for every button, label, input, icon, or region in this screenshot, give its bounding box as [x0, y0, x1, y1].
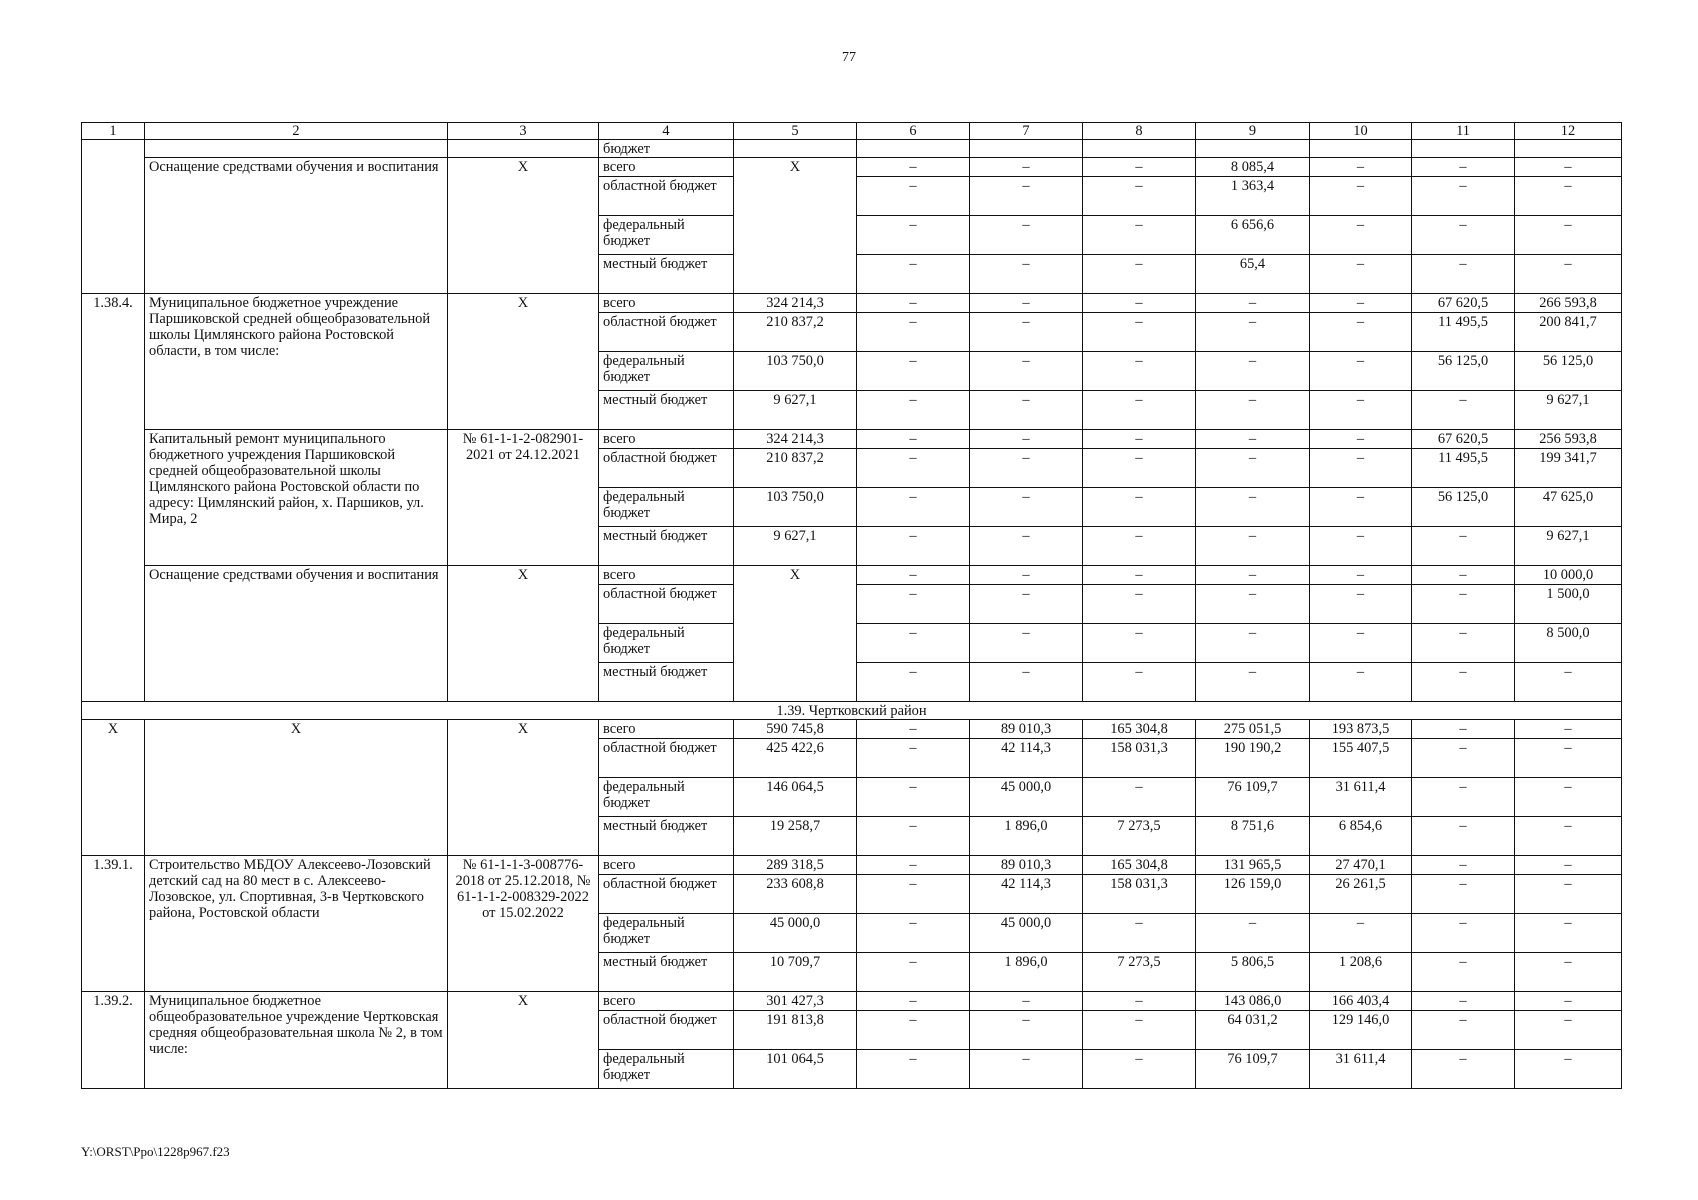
dash-cell: –	[1515, 158, 1622, 177]
dash-cell: –	[857, 624, 970, 663]
amount-cell: 425 422,6	[734, 739, 857, 778]
item-name: Оснащение средствами обучения и воспитания	[145, 566, 448, 702]
dash-cell: –	[1515, 255, 1622, 294]
dash-cell: –	[1196, 294, 1310, 313]
amount-cell: 65,4	[1196, 255, 1310, 294]
dash-cell: –	[1515, 875, 1622, 914]
dash-cell: –	[857, 294, 970, 313]
budget-type-cell: областной бюджет	[599, 313, 734, 352]
amount-cell: 101 064,5	[734, 1050, 857, 1089]
dash-cell: –	[1412, 391, 1515, 430]
dash-cell: –	[1196, 527, 1310, 566]
amount-cell: 1 896,0	[970, 817, 1083, 856]
dash-cell: –	[1196, 663, 1310, 702]
dash-cell: –	[1196, 430, 1310, 449]
dash-cell: –	[857, 663, 970, 702]
amount-cell: 210 837,2	[734, 313, 857, 352]
dash-cell: –	[1515, 778, 1622, 817]
budget-type-cell: федеральный бюджет	[599, 1050, 734, 1089]
amount-cell: 6 656,6	[1196, 216, 1310, 255]
dash-cell: –	[1515, 720, 1622, 739]
amount-cell: 126 159,0	[1196, 875, 1310, 914]
item-name: Муниципальное бюджетное учреждение Паршиковской средней общеобразовательной школы Цимлянского района Ростовской области, в том числе:	[145, 294, 448, 430]
dash-cell: –	[1412, 720, 1515, 739]
dash-cell: –	[1196, 313, 1310, 352]
doc-ref: Х	[448, 294, 599, 430]
dash-cell: –	[1412, 856, 1515, 875]
amount-cell: 8 085,4	[1196, 158, 1310, 177]
dash-cell: –	[1515, 739, 1622, 778]
dash-cell: –	[857, 856, 970, 875]
amount-cell: 200 841,7	[1515, 313, 1622, 352]
table-row	[82, 702, 1622, 720]
dash-cell: –	[857, 216, 970, 255]
amount-cell: 31 611,4	[1310, 778, 1412, 817]
amount-cell: 233 608,8	[734, 875, 857, 914]
dash-cell: –	[857, 352, 970, 391]
amount-cell: 158 031,3	[1083, 739, 1196, 778]
dash-cell: –	[1196, 585, 1310, 624]
amount-cell: 9 627,1	[1515, 527, 1622, 566]
budget-type-cell: областной бюджет	[599, 177, 734, 216]
x-mark-cell: Х	[734, 566, 857, 702]
dash-cell: –	[1412, 663, 1515, 702]
table-row	[82, 856, 1622, 875]
dash-cell: –	[857, 720, 970, 739]
amount-cell: 89 010,3	[970, 856, 1083, 875]
dash-cell: –	[857, 739, 970, 778]
dash-cell: –	[1310, 177, 1412, 216]
dash-cell: –	[857, 527, 970, 566]
num-cell	[82, 140, 145, 294]
x-mark-cell: Х	[734, 158, 857, 294]
dash-cell: –	[857, 817, 970, 856]
column-header-5: 5	[734, 123, 857, 140]
budget-type-cell: областной бюджет	[599, 739, 734, 778]
amount-cell: 10 000,0	[1515, 566, 1622, 585]
dash-cell: –	[1412, 177, 1515, 216]
column-header-4: 4	[599, 123, 734, 140]
dash-cell: –	[1412, 992, 1515, 1011]
dash-cell: –	[1310, 585, 1412, 624]
table-cell	[734, 140, 857, 158]
budget-type-cell: местный бюджет	[599, 255, 734, 294]
dash-cell: –	[1196, 914, 1310, 953]
amount-cell: 64 031,2	[1196, 1011, 1310, 1050]
dash-cell: –	[1310, 391, 1412, 430]
budget-type-cell: всего	[599, 992, 734, 1011]
budget-type-cell: федеральный бюджет	[599, 914, 734, 953]
amount-cell: 324 214,3	[734, 430, 857, 449]
amount-cell: 210 837,2	[734, 449, 857, 488]
dash-cell: –	[1310, 488, 1412, 527]
dash-cell: –	[1515, 817, 1622, 856]
amount-cell: 76 109,7	[1196, 1050, 1310, 1089]
dash-cell: –	[1083, 992, 1196, 1011]
amount-cell: 19 258,7	[734, 817, 857, 856]
dash-cell: –	[1083, 449, 1196, 488]
dash-cell: –	[857, 177, 970, 216]
dash-cell: –	[1515, 856, 1622, 875]
column-header-6: 6	[857, 123, 970, 140]
dash-cell: –	[1196, 449, 1310, 488]
amount-cell: 9 627,1	[734, 527, 857, 566]
amount-cell: 256 593,8	[1515, 430, 1622, 449]
column-header-8: 8	[1083, 123, 1196, 140]
table-row	[82, 123, 1622, 140]
dash-cell: –	[1083, 216, 1196, 255]
amount-cell: 1 500,0	[1515, 585, 1622, 624]
dash-cell: –	[1083, 352, 1196, 391]
dash-cell: –	[1196, 488, 1310, 527]
dash-cell: –	[857, 430, 970, 449]
dash-cell: –	[857, 992, 970, 1011]
dash-cell: –	[1083, 566, 1196, 585]
dash-cell: –	[857, 449, 970, 488]
amount-cell: 9 627,1	[734, 391, 857, 430]
item-name: Строительство МБДОУ Алексеево-Лозовский детский сад на 80 мест в с. Алексеево-Лозовское, ул. Спортивная, 3-в Чертковского района, Ростовской области	[145, 856, 448, 992]
dash-cell: –	[1083, 1050, 1196, 1089]
dash-cell: –	[857, 1050, 970, 1089]
amount-cell: 590 745,8	[734, 720, 857, 739]
dash-cell: –	[1310, 255, 1412, 294]
dash-cell: –	[970, 527, 1083, 566]
table-row	[82, 430, 1622, 449]
amount-cell: 45 000,0	[734, 914, 857, 953]
item-name: Капитальный ремонт муниципального бюджетного учреждения Паршиковской средней общеобразовательной школы Цимлянского района Ростовской области по адресу: Цимлянский район, х. Паршиков, ул. Мира, 2	[145, 430, 448, 566]
dash-cell: –	[1083, 294, 1196, 313]
amount-cell: 103 750,0	[734, 352, 857, 391]
column-header-10: 10	[1310, 123, 1412, 140]
amount-cell: 11 495,5	[1412, 313, 1515, 352]
dash-cell: –	[970, 216, 1083, 255]
amount-cell: 190 190,2	[1196, 739, 1310, 778]
budget-type-cell: всего	[599, 430, 734, 449]
dash-cell: –	[970, 488, 1083, 527]
dash-cell: –	[1310, 566, 1412, 585]
dash-cell: –	[1083, 663, 1196, 702]
budget-table	[81, 122, 1622, 1089]
dash-cell: –	[1412, 914, 1515, 953]
table-cell	[857, 140, 970, 158]
x-mark-cell: Х	[82, 720, 145, 856]
dash-cell: –	[970, 158, 1083, 177]
amount-cell: 56 125,0	[1515, 352, 1622, 391]
amount-cell: 301 427,3	[734, 992, 857, 1011]
dash-cell: –	[1083, 391, 1196, 430]
budget-type-cell: местный бюджет	[599, 391, 734, 430]
dash-cell: –	[1083, 1011, 1196, 1050]
budget-type-cell: местный бюджет	[599, 527, 734, 566]
table-cell	[1310, 140, 1412, 158]
footer-file-path: Y:\ORST\Ppo\1228p967.f23	[81, 1144, 230, 1159]
dash-cell: –	[1515, 1050, 1622, 1089]
item-number: 1.39.1.	[82, 856, 145, 992]
amount-cell: 27 470,1	[1310, 856, 1412, 875]
dash-cell: –	[1310, 352, 1412, 391]
table-row	[82, 992, 1622, 1011]
table-row	[82, 720, 1622, 739]
budget-type-cell: всего	[599, 158, 734, 177]
dash-cell: –	[857, 1011, 970, 1050]
amount-cell: 7 273,5	[1083, 817, 1196, 856]
table-cell	[448, 140, 599, 158]
dash-cell: –	[857, 778, 970, 817]
dash-cell: –	[857, 488, 970, 527]
amount-cell: 165 304,8	[1083, 856, 1196, 875]
budget-type-cell: областной бюджет	[599, 875, 734, 914]
dash-cell: –	[857, 914, 970, 953]
amount-cell: 275 051,5	[1196, 720, 1310, 739]
dash-cell: –	[1412, 585, 1515, 624]
dash-cell: –	[1412, 875, 1515, 914]
amount-cell: 155 407,5	[1310, 739, 1412, 778]
dash-cell: –	[1196, 566, 1310, 585]
budget-type-cell: федеральный бюджет	[599, 352, 734, 391]
dash-cell: –	[1310, 294, 1412, 313]
dash-cell: –	[1515, 663, 1622, 702]
budget-type-cell: федеральный бюджет	[599, 216, 734, 255]
dash-cell: –	[970, 992, 1083, 1011]
doc-ref: Х	[448, 992, 599, 1089]
dash-cell: –	[1083, 177, 1196, 216]
dash-cell: –	[1310, 449, 1412, 488]
dash-cell: –	[1083, 313, 1196, 352]
x-mark-cell: Х	[145, 720, 448, 856]
doc-ref: № 61-1-1-3-008776-2018 от 25.12.2018, № 61-1-1-2-008329-2022 от 15.02.2022	[448, 856, 599, 992]
dash-cell: –	[970, 255, 1083, 294]
dash-cell: –	[857, 391, 970, 430]
item-name: Муниципальное бюджетное общеобразовательное учреждение Чертковская средняя общеобразовательная школа № 2, в том числе:	[145, 992, 448, 1089]
dash-cell: –	[1412, 1050, 1515, 1089]
dash-cell: –	[857, 313, 970, 352]
budget-type-cell: местный бюджет	[599, 663, 734, 702]
dash-cell: –	[1083, 430, 1196, 449]
dash-cell: –	[970, 313, 1083, 352]
amount-cell: 131 965,5	[1196, 856, 1310, 875]
table-cell	[145, 140, 448, 158]
amount-cell: 26 261,5	[1310, 875, 1412, 914]
amount-cell: 8 500,0	[1515, 624, 1622, 663]
doc-ref: Х	[448, 566, 599, 702]
dash-cell: –	[1412, 527, 1515, 566]
amount-cell: 129 146,0	[1310, 1011, 1412, 1050]
dash-cell: –	[970, 449, 1083, 488]
dash-cell: –	[1515, 914, 1622, 953]
budget-type-cell: областной бюджет	[599, 585, 734, 624]
dash-cell: –	[1310, 527, 1412, 566]
table-row	[82, 158, 1622, 177]
table-cell	[1196, 140, 1310, 158]
dash-cell: –	[1515, 1011, 1622, 1050]
amount-cell: 5 806,5	[1196, 953, 1310, 992]
dash-cell: –	[1412, 624, 1515, 663]
item-number: 1.39.2.	[82, 992, 145, 1089]
amount-cell: 166 403,4	[1310, 992, 1412, 1011]
dash-cell: –	[1515, 953, 1622, 992]
amount-cell: 45 000,0	[970, 778, 1083, 817]
amount-cell: 47 625,0	[1515, 488, 1622, 527]
dash-cell: –	[970, 624, 1083, 663]
dash-cell: –	[857, 255, 970, 294]
amount-cell: 199 341,7	[1515, 449, 1622, 488]
amount-cell: 56 125,0	[1412, 352, 1515, 391]
amount-cell: 67 620,5	[1412, 294, 1515, 313]
column-header-1: 1	[82, 123, 145, 140]
amount-cell: 1 363,4	[1196, 177, 1310, 216]
table-row	[82, 140, 1622, 158]
dash-cell: –	[857, 585, 970, 624]
dash-cell: –	[1083, 255, 1196, 294]
amount-cell: 76 109,7	[1196, 778, 1310, 817]
budget-type-cell: федеральный бюджет	[599, 778, 734, 817]
budget-type-cell: областной бюджет	[599, 1011, 734, 1050]
dash-cell: –	[1412, 953, 1515, 992]
dash-cell: –	[1515, 216, 1622, 255]
column-header-2: 2	[145, 123, 448, 140]
dash-cell: –	[1083, 488, 1196, 527]
budget-type-cell: всего	[599, 720, 734, 739]
dash-cell: –	[1310, 158, 1412, 177]
doc-ref: № 61-1-1-2-082901-2021 от 24.12.2021	[448, 430, 599, 566]
amount-cell: 6 854,6	[1310, 817, 1412, 856]
amount-cell: 11 495,5	[1412, 449, 1515, 488]
amount-cell: 89 010,3	[970, 720, 1083, 739]
item-name: Оснащение средствами обучения и воспитания	[145, 158, 448, 294]
dash-cell: –	[970, 352, 1083, 391]
budget-type-cell: федеральный бюджет	[599, 624, 734, 663]
budget-type-cell: всего	[599, 294, 734, 313]
amount-cell: 1 208,6	[1310, 953, 1412, 992]
dash-cell: –	[1412, 255, 1515, 294]
dash-cell: –	[1310, 914, 1412, 953]
table-cell	[1515, 140, 1622, 158]
section-title: 1.39. Чертковский район	[82, 702, 1622, 720]
table-row	[82, 294, 1622, 313]
table-cell	[1412, 140, 1515, 158]
amount-cell: 67 620,5	[1412, 430, 1515, 449]
dash-cell: –	[1515, 177, 1622, 216]
dash-cell: –	[1515, 992, 1622, 1011]
amount-cell: 191 813,8	[734, 1011, 857, 1050]
amount-cell: 324 214,3	[734, 294, 857, 313]
amount-cell: 143 086,0	[1196, 992, 1310, 1011]
dash-cell: –	[1310, 313, 1412, 352]
amount-cell: 31 611,4	[1310, 1050, 1412, 1089]
budget-type-cell: областной бюджет	[599, 449, 734, 488]
dash-cell: –	[1083, 585, 1196, 624]
dash-cell: –	[857, 158, 970, 177]
dash-cell: –	[1412, 1011, 1515, 1050]
table-row	[82, 566, 1622, 585]
amount-cell: 10 709,7	[734, 953, 857, 992]
amount-cell: 9 627,1	[1515, 391, 1622, 430]
column-header-9: 9	[1196, 123, 1310, 140]
dash-cell: –	[857, 953, 970, 992]
dash-cell: –	[1412, 739, 1515, 778]
amount-cell: 7 273,5	[1083, 953, 1196, 992]
amount-cell: 165 304,8	[1083, 720, 1196, 739]
amount-cell: 266 593,8	[1515, 294, 1622, 313]
dash-cell: –	[970, 1050, 1083, 1089]
amount-cell: 146 064,5	[734, 778, 857, 817]
dash-cell: –	[1412, 216, 1515, 255]
dash-cell: –	[1083, 624, 1196, 663]
dash-cell: –	[1083, 778, 1196, 817]
dash-cell: –	[1196, 352, 1310, 391]
dash-cell: –	[970, 177, 1083, 216]
column-header-11: 11	[1412, 123, 1515, 140]
dash-cell: –	[1310, 624, 1412, 663]
budget-type-cell: бюджет	[599, 140, 734, 158]
dash-cell: –	[857, 566, 970, 585]
dash-cell: –	[1310, 663, 1412, 702]
dash-cell: –	[1412, 817, 1515, 856]
item-number: 1.38.4.	[82, 294, 145, 702]
column-header-12: 12	[1515, 123, 1622, 140]
dash-cell: –	[1412, 158, 1515, 177]
dash-cell: –	[970, 391, 1083, 430]
amount-cell: 42 114,3	[970, 875, 1083, 914]
dash-cell: –	[857, 875, 970, 914]
budget-type-cell: всего	[599, 856, 734, 875]
dash-cell: –	[970, 585, 1083, 624]
dash-cell: –	[1412, 778, 1515, 817]
budget-type-cell: всего	[599, 566, 734, 585]
amount-cell: 56 125,0	[1412, 488, 1515, 527]
page-number: 77	[842, 50, 856, 65]
column-header-3: 3	[448, 123, 599, 140]
dash-cell: –	[1083, 527, 1196, 566]
doc-ref: Х	[448, 158, 599, 294]
dash-cell: –	[1196, 624, 1310, 663]
doc-ref: Х	[448, 720, 599, 856]
amount-cell: 1 896,0	[970, 953, 1083, 992]
dash-cell: –	[1412, 566, 1515, 585]
amount-cell: 193 873,5	[1310, 720, 1412, 739]
dash-cell: –	[970, 1011, 1083, 1050]
dash-cell: –	[970, 294, 1083, 313]
dash-cell: –	[1310, 216, 1412, 255]
table-cell	[970, 140, 1083, 158]
amount-cell: 42 114,3	[970, 739, 1083, 778]
dash-cell: –	[1083, 158, 1196, 177]
dash-cell: –	[1196, 391, 1310, 430]
dash-cell: –	[1310, 430, 1412, 449]
dash-cell: –	[1083, 914, 1196, 953]
budget-type-cell: местный бюджет	[599, 953, 734, 992]
dash-cell: –	[970, 566, 1083, 585]
column-header-7: 7	[970, 123, 1083, 140]
amount-cell: 289 318,5	[734, 856, 857, 875]
budget-type-cell: федеральный бюджет	[599, 488, 734, 527]
table-cell	[1083, 140, 1196, 158]
amount-cell: 8 751,6	[1196, 817, 1310, 856]
amount-cell: 45 000,0	[970, 914, 1083, 953]
amount-cell: 103 750,0	[734, 488, 857, 527]
dash-cell: –	[970, 663, 1083, 702]
dash-cell: –	[970, 430, 1083, 449]
budget-type-cell: местный бюджет	[599, 817, 734, 856]
amount-cell: 158 031,3	[1083, 875, 1196, 914]
